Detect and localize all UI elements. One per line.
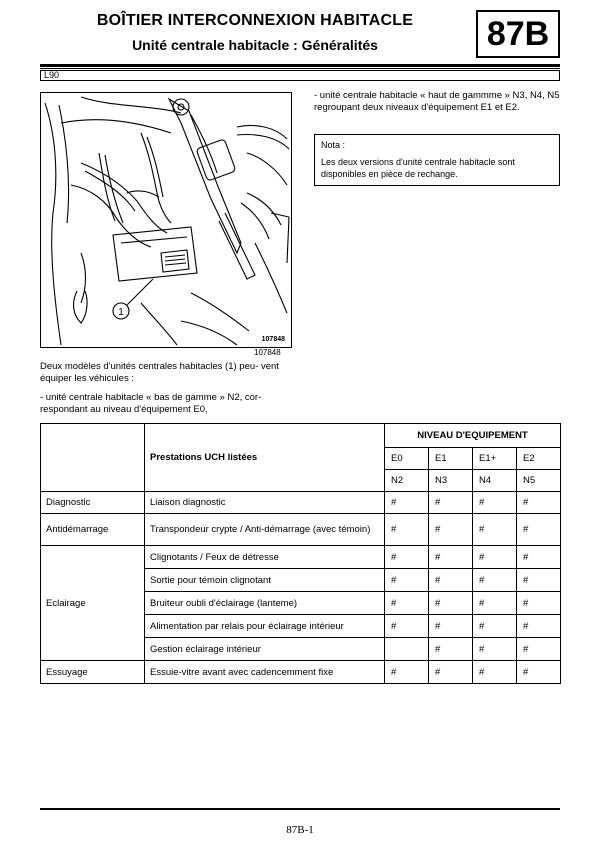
prestation-label: Gestion éclairage intérieur <box>145 638 385 661</box>
intro-paragraph: Deux modèles d'unités centrales habitacles (1) peu- vent équiper les véhicules : <box>40 361 279 384</box>
page-header <box>40 8 560 64</box>
mark-cell: # <box>385 514 429 546</box>
figure-ref-inner: 107848 <box>261 336 285 343</box>
level-e1plus: E1+ <box>473 448 517 470</box>
mark-cell: # <box>473 546 517 569</box>
mark-cell: # <box>429 592 473 615</box>
category-cell: Antidémarrage <box>41 514 145 546</box>
mark-cell: # <box>473 615 517 638</box>
page-title: BOÎTIER INTERCONNEXION HABITACLE <box>96 12 414 29</box>
prestation-label: Essuie-vitre avant avec cadencemment fixe <box>145 661 385 684</box>
mark-cell: # <box>429 615 473 638</box>
mark-cell: # <box>385 546 429 569</box>
mark-cell: # <box>473 592 517 615</box>
mark-cell: # <box>429 514 473 546</box>
mark-cell: # <box>429 546 473 569</box>
level-e0: E0 <box>385 448 429 470</box>
mark-cell: # <box>473 492 517 514</box>
mark-cell: # <box>517 569 561 592</box>
mark-cell: # <box>517 615 561 638</box>
table-row <box>41 514 561 546</box>
prestations-header: Prestations UCH listées <box>145 424 385 492</box>
mark-cell: # <box>517 592 561 615</box>
mark-cell: # <box>517 546 561 569</box>
mark-cell: # <box>429 638 473 661</box>
level-n5: N5 <box>517 470 561 492</box>
category-cell: Essuyage <box>41 661 145 684</box>
table-corner-cell <box>41 424 145 492</box>
vehicle-label-box: L90 <box>40 70 560 81</box>
header-rule <box>40 64 560 67</box>
mark-cell: # <box>473 514 517 546</box>
prestation-label: Clignotants / Feux de détresse <box>145 546 385 569</box>
dashboard-illustration <box>40 92 292 348</box>
right-column-text <box>314 90 560 114</box>
table-row <box>41 661 561 684</box>
mark-cell: # <box>517 492 561 514</box>
mark-cell: # <box>473 638 517 661</box>
level-e1: E1 <box>429 448 473 470</box>
category-cell: Eclairage <box>41 546 145 661</box>
level-n3: N3 <box>429 470 473 492</box>
list-item-high-end: - unité centrale habitacle « haut de gammme » N3, N4, N5 regroupant deux niveaux d'équipement E1 et E2. <box>314 90 560 113</box>
page-number: 87B-1 <box>286 824 314 836</box>
mark-cell: # <box>429 492 473 514</box>
note-box <box>314 134 560 186</box>
level-e2: E2 <box>517 448 561 470</box>
mark-cell: # <box>385 661 429 684</box>
mark-cell: # <box>429 569 473 592</box>
mark-cell: # <box>385 492 429 514</box>
left-column-text <box>40 361 298 423</box>
table-row <box>41 492 561 514</box>
mark-cell: # <box>385 615 429 638</box>
niveau-header: NIVEAU D'EQUIPEMENT <box>385 424 561 448</box>
mark-cell: # <box>517 514 561 546</box>
mark-cell <box>385 638 429 661</box>
mark-cell: # <box>385 569 429 592</box>
list-item-low-end: - unité centrale habitacle « bas de gamme » N2, cor- respondant au niveau d'équipement E0, <box>40 392 262 415</box>
section-code-badge: 87B <box>476 10 560 58</box>
header-rule-thin <box>40 68 560 69</box>
figure-reference: 107848 <box>254 348 281 357</box>
callout-number: 1 <box>118 307 124 318</box>
mark-cell: # <box>385 592 429 615</box>
note-text: Les deux versions d'unité centrale habitacle sont disponibles en pièce de rechange. <box>321 157 515 179</box>
footer-rule <box>40 808 560 810</box>
mark-cell: # <box>429 661 473 684</box>
prestation-label: Transpondeur crypte / Anti-démarrage (avec témoin) <box>145 514 385 546</box>
page-subtitle: Unité centrale habitacle : Généralités <box>132 37 378 53</box>
mark-cell: # <box>517 661 561 684</box>
prestation-label: Bruiteur oubli d'éclairage (lanteme) <box>145 592 385 615</box>
prestation-label: Liaison diagnostic <box>145 492 385 514</box>
mark-cell: # <box>517 638 561 661</box>
engine-bay-drawing <box>41 93 292 348</box>
mark-cell: # <box>473 569 517 592</box>
note-label: Nota : <box>321 140 346 150</box>
equipment-level-table <box>40 423 561 684</box>
level-n2: N2 <box>385 470 429 492</box>
table-row <box>41 546 561 569</box>
prestation-label: Sortie pour témoin clignotant <box>145 569 385 592</box>
prestation-label: Alimentation par relais pour éclairage intérieur <box>145 615 385 638</box>
mark-cell: # <box>473 661 517 684</box>
category-cell: Diagnostic <box>41 492 145 514</box>
level-n4: N4 <box>473 470 517 492</box>
